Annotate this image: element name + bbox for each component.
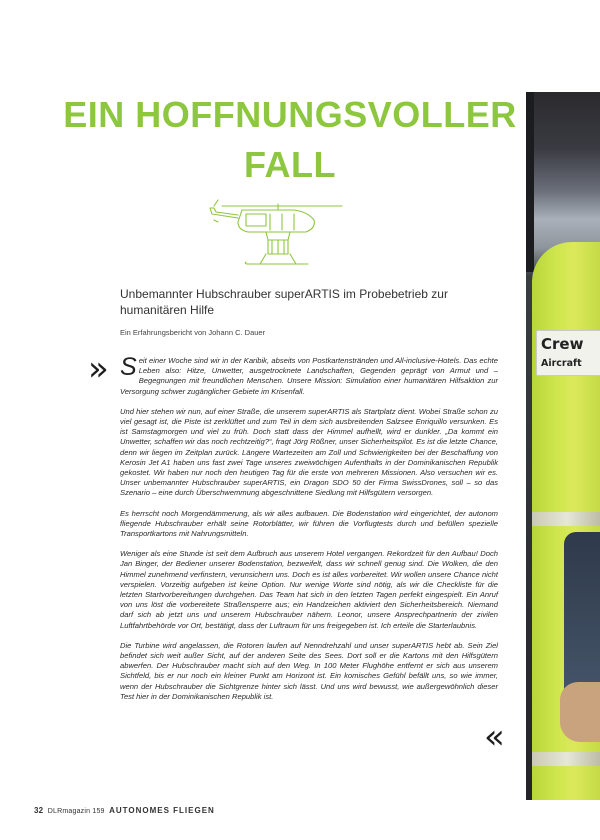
drop-cap: S xyxy=(120,353,137,381)
article-body xyxy=(120,353,498,712)
photo-pillar xyxy=(526,92,534,272)
badge-line1: Crew xyxy=(541,335,584,353)
article-title xyxy=(60,90,520,190)
body-paragraph-3: Es herrscht noch Morgendämmerung, als wir alles aufbauen. Die Bodenstation wird eingerichtet, der autonom fliegende Hubschrauber erhält seine Rotorblätter, wir führen die Vorflugtests durch und befüllen spezielle Transportkartons mit Nahrungsmitteln. xyxy=(120,508,498,539)
badge-line2: Aircraft xyxy=(541,358,582,369)
paragraph-text: eit einer Woche sind wir in der Karibik, abseits von Postkartenstränden und All-inclusive-Hotels. Das echte Leben also: Hitze, Unwetter, ausgetrocknete Landschaften, Gegenden geprägt von Armut und – Begegnungen mit freundlichen Menschen. Unsere Mission: Simulation einer humanitären Hilfsaktion zur Versorgung schwer zugänglicher Gebiete im Krisenfall. xyxy=(120,356,498,396)
title-line2: FALL xyxy=(244,144,336,185)
magazine-name: DLRmagazin 159 xyxy=(47,808,105,815)
body-paragraph-2: Und hier stehen wir nun, auf einer Straße, die unserem superARTIS als Startplatz dient. Wobei Straße schon zu viel gesagt ist, die Piste ist zerklüftet und zum Teil in dem sich ausbreitenden Salzsee Enriquillo versunken. Es ist Samstagmorgen und viel zu früh. Doch statt dass der Himmel aufhellt, wird er dunkler. „Da kommt ein Unwetter, schaffen wir das noch rechtzeitig?“, fragt Jörg Rößner, unser Sicherheitspilot. Es ist die letzte Chance, denn wir liegen im Zeitplan zurück. Längere Wartezeiten am Zoll und Schwierigkeiten bei der Beschaffung von Kerosin Jet A1 haben uns fast zwei Tage unseres zweiwöchigen Aufenthalts in der Dominikanischen Republik gekostet. Wir haben nur noch den heutigen Tag für die erste von mehreren Missionen. Also versuchen wir es. Unser unbemannter Hubschrauber superARTIS, ein Dragon SDO 50 der Firma SwissDrones, soll – so das Szenario – eine durch Überschwemmung abgeschnittene Siedlung mit Hilfsgütern versorgen. xyxy=(120,406,498,498)
article-byline: Ein Erfahrungsbericht von Johann C. Dauer xyxy=(120,328,266,337)
page-number: 32 xyxy=(34,806,44,815)
photo-reflective-stripe xyxy=(532,752,600,766)
helicopter-outline-icon xyxy=(208,192,348,272)
photo-hand xyxy=(560,682,600,742)
quote-open-mark: » xyxy=(88,349,109,389)
article-subtitle: Unbemannter Hubschrauber superARTIS im Probebetrieb zur humanitären Hilfe xyxy=(120,287,448,317)
section-name: AUTONOMES FLIEGEN xyxy=(109,806,215,815)
body-paragraph-4: Weniger als eine Stunde ist seit dem Aufbruch aus unserem Hotel vergangen. Rekordzeit für den Aufbau! Doch Jan Binger, der Bediener unserer Bodenstation, bezweifelt, dass wir schnell genug sind. Die Wolken, die den Himmel zunehmend verfinstern, verunsichern uns. Doch es ist alles vorbereitet. Wir wollen unsere Chance nicht verspielen. Vorzeitig aufgeben ist keine Option. Nur wenige Worte sind nötig, als wir die Checkliste für die letzten Startvorbereitungen durchgehen. Das Team hat sich in den letzten Tagen perfekt eingespielt. Ein Anruf von uns löst die vorbereitete Straßensperre aus; ein Handzeichen aktiviert den Sicherheitsbereich. Niemand darf sich ab jetzt uns und unserem Hubschrauber nähern. Leonor, unsere Ansprechpartnerin der zivilen Luftfahrtbehörde vor Ort, bestätigt, dass der Luftraum für uns freigegeben ist. Ich erteile die Starterlaubnis. xyxy=(120,549,498,630)
title-line1: EIN HOFFNUNGSVOLLER xyxy=(63,94,517,135)
quote-close-mark: « xyxy=(484,717,505,757)
body-paragraph-1 xyxy=(120,353,498,397)
photo-reflective-stripe xyxy=(532,512,600,526)
photo-crew-badge xyxy=(536,330,600,376)
page-footer xyxy=(34,806,215,815)
body-paragraph-5: Die Turbine wird angelassen, die Rotoren laufen auf Nenndrehzahl und unser superARTIS hebt ab. Sein Ziel befindet sich weit außer Sicht, auf der anderen Seite des Sees. Dort soll er die Kartons mit den Hilfsgütern abwerfen. Der Hubschrauber macht sich auf den Weg. In 100 Meter Flughöhe entfernt er sich aus unserem Sichtfeld, bis er nur noch ein kleiner Punkt am Horizont ist. Ein komisches Gefühl befällt uns, so wie immer, wenn der Hubschrauber die Sichtgrenze hinter sich lässt. Und uns wird bewusst, wie außergewöhnlich dieser Test hier in der Dominikanischen Republik ist. xyxy=(120,640,498,701)
article-photo xyxy=(526,92,600,800)
